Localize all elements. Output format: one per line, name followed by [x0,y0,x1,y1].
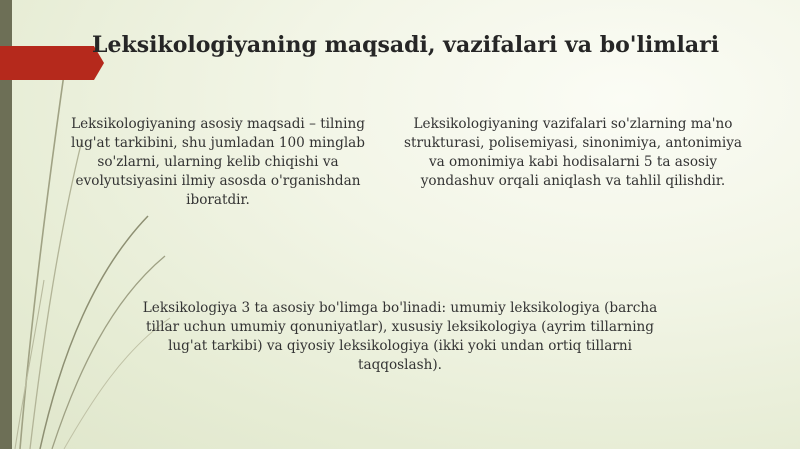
slide-title: Leksikologiyaning maqsadi, vazifalari va bo'limlari [92,32,720,58]
body-text-purpose: Leksikologiyaning asosiy maqsadi – tilning lug'at tarkibini, shu jumladan 100 minglab so'zlarni, ularning kelib chiqishi va evolyutsiyasini ilmiy asosda o'rganishdan iboratdir. [71,116,365,208]
body-text-sections: Leksikologiya 3 ta asosiy bo'limga bo'linadi: umumiy leksikologiya (barcha tillar uchun umumiy qonuniyatlar), xususiy leksikologiya (ayrim tillarning lug'at tarkibi) va qiyosiy leksikologiya (ikki yoki undan ortiq tillarni taqqoslash). [142,300,658,373]
body-text-tasks: Leksikologiyaning vazifalari so'zlarning ma'no strukturasi, polisemiyasi, sinonimiya, antonimiya va omonimiya kabi hodisalarni 5 ta asosiy yondashuv orqali aniqlash va tahlil qilishdir. [404,116,742,189]
